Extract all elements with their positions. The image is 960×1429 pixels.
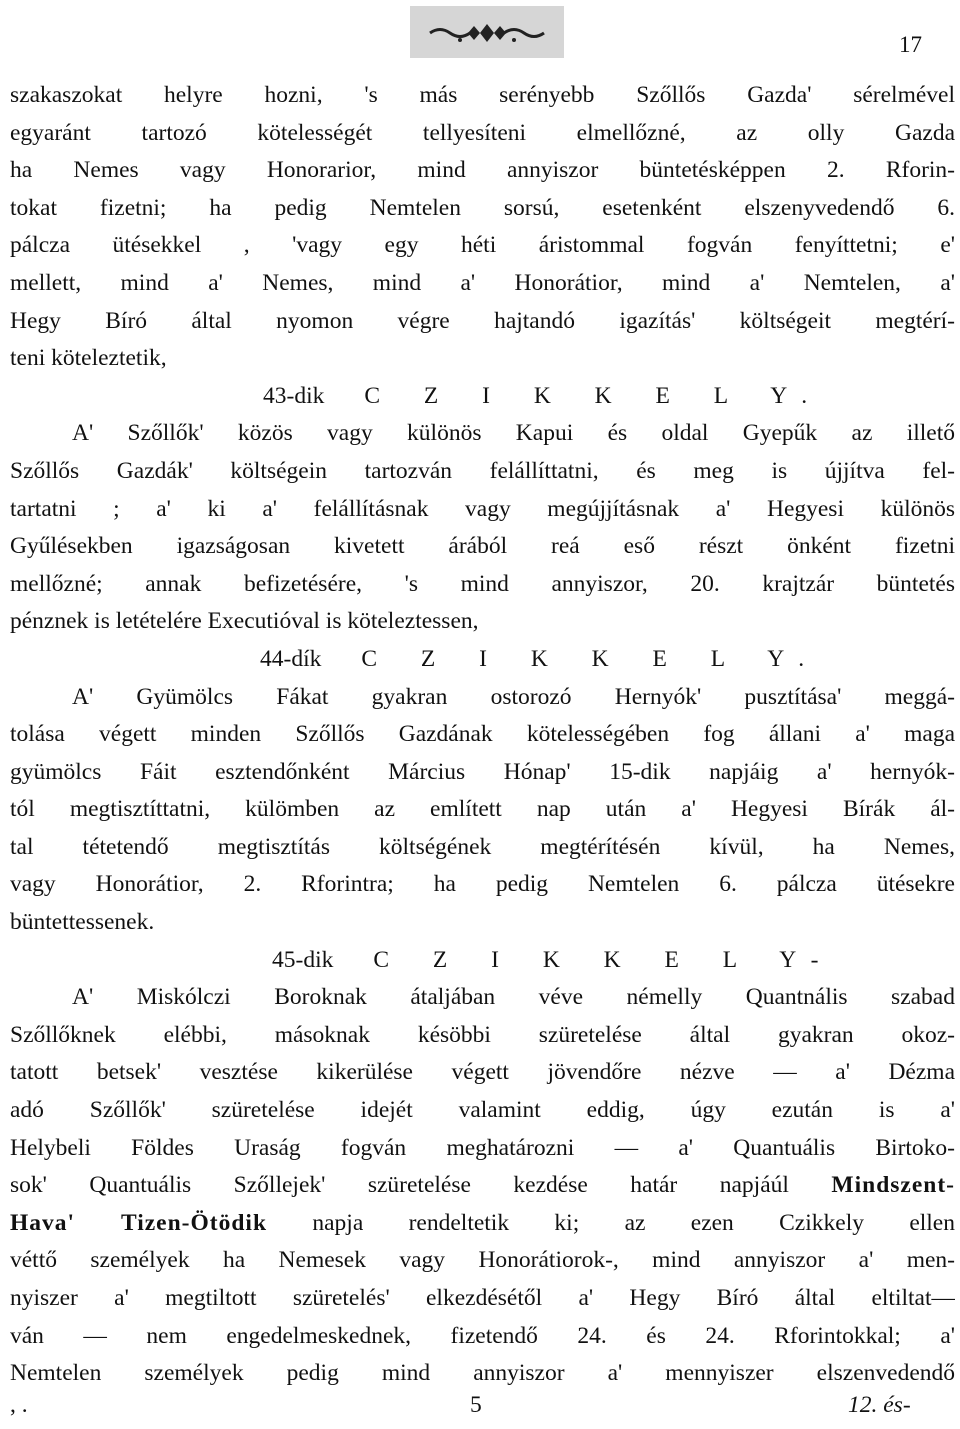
text-line: teni köteleztetik, (10, 345, 167, 372)
page-footer (10, 1392, 955, 1429)
text-line: mellőzné; annak befizetésére, 's mind annyiszor, 20. krajtzár büntetés (10, 570, 955, 597)
text-line: A' Gyümölcs Fákat gyakran ostorozó Hernyók' pusztítása' meggá- (72, 683, 955, 710)
text-line: szakaszokat helyre hozni, 's más serényebb Szőllős Gazda' sérelmével (10, 82, 955, 108)
text-line: Szőllős Gazdák' költségein tartozván felállíttatni, és meg is újjítva fel- (10, 457, 955, 484)
article-word: C Z I K K E L Y. (361, 645, 822, 672)
text-line: tal tétetendő megtisztítás költségének megtérítésén kívül, ha Nemes, (10, 833, 955, 860)
article-word: C Z I K K E L Y- (373, 946, 836, 973)
text-line: vagy Honorátior, 2. Rforintra; ha pedig Nemtelen 6. pálcza ütésekre (10, 871, 955, 898)
text-line: A' Szőllők' közös vagy különös Kapui és oldal Gyepűk az illető (72, 420, 955, 447)
text-line: ha Nemes vagy Honorarior, mind annyiszor büntetésképpen 2. Rforin- (10, 157, 955, 184)
page-number: 17 (899, 32, 922, 57)
article-heading-45 (10, 942, 955, 980)
text-line: nyiszer a' megtiltott szüretelés' elkezdésétől a' Hegy Bíró által eltiltat— (10, 1285, 955, 1311)
text-line: gyümölcs Fáit esztendőnként Március Hónap' 15-dik napjáig a' hernyók- (10, 758, 955, 785)
article-heading-43 (10, 378, 955, 416)
text-line: tól megtisztíttatni, külömben az említett nap után a' Hegyesi Bírák ál- (10, 796, 955, 823)
text-line-with-bold (10, 1167, 955, 1205)
text-line: mellett, mind a' Nemes, mind a' Honorátior, mind a' Nemtelen, a' (10, 269, 955, 296)
text-line: tatott betsek' vesztése kikerülése végett jövendőre nézve — a' Dézma (10, 1059, 955, 1086)
signature-mark: 5 (470, 1392, 482, 1418)
bold-date-part-1: Mindszent- (831, 1172, 955, 1199)
text-line: pénznek is letételére Executióval is köteleztessen, (10, 608, 479, 635)
text-line: Hegy Bíró által nyomon végre hajtandó igazítás' költségeit megtérí- (10, 307, 955, 334)
article-number: 44-dík (260, 645, 322, 672)
article-number: 43-dik (263, 382, 325, 409)
text-line: pálcza ütésekkel , 'vagy egy héti áristommal fogván fenyíttetni; e' (10, 232, 955, 259)
text-line: ván — nem engedelmeskednek, fizetendő 24. és 24. Rforintokkal; a' (10, 1322, 955, 1349)
text-line: adó Szőllők' szüretelése idejét valamint eddig, úgy ezután is a' (10, 1097, 955, 1124)
text-line: tartatni ; a' ki a' felállításnak vagy megújjításnak a' Hegyesi különös (10, 495, 955, 522)
article-word: C Z I K K E L Y. (364, 382, 825, 409)
text-line: A' Miskólczi Boroknak átaljában véve némelly Quantnális szabad (72, 984, 955, 1011)
article-heading-44 (10, 641, 955, 679)
text-line-with-bold (10, 1205, 955, 1243)
text-line: Szőllőknek elébbi, másoknak késöbbi szüretelése által gyakran okoz- (10, 1021, 955, 1048)
catchword: 12. és- (848, 1392, 911, 1418)
text-line: Gyűlésekben igazságosan kivetett árából reá eső részt önként fizetni (10, 533, 955, 560)
text-line: Helybeli Földes Uraság fogván meghatározni — a' Quantuális Birtoko- (10, 1134, 955, 1161)
text-segment: napja rendeltetik ki; az ezen Czikkely ellen (312, 1209, 955, 1236)
bold-date-part-2: Hava' Tizen-Ötödik (10, 1209, 268, 1236)
ornament-icon (410, 6, 564, 58)
text-line: tolása végett minden Szőllős Gazdának kötelességében fog állani a' maga (10, 721, 955, 748)
text-line: véttő személyek ha Nemesek vagy Honorátiorok-, mind annyiszor a' men- (10, 1247, 955, 1274)
text-line: büntettessenek. (10, 909, 155, 936)
text-line: tokat fizetni; ha pedig Nemtelen sorsú, esetenként elszenyvedendő 6. (10, 194, 955, 221)
text-line: Nemtelen személyek pedig mind annyiszor a' mennyiszer elszenvedendő (10, 1360, 955, 1387)
footer-marks: , . (10, 1392, 28, 1418)
text-segment: sok' Quantuális Szőllejek' szüretelése kezdése határ napjáúl (10, 1172, 789, 1199)
body-text (10, 77, 955, 1393)
text-line: egyaránt tartozó kötelességét tellyesíteni elmellőzné, az olly Gazda (10, 119, 955, 146)
header-ornament (410, 6, 564, 58)
article-number: 45-dik (272, 946, 334, 973)
